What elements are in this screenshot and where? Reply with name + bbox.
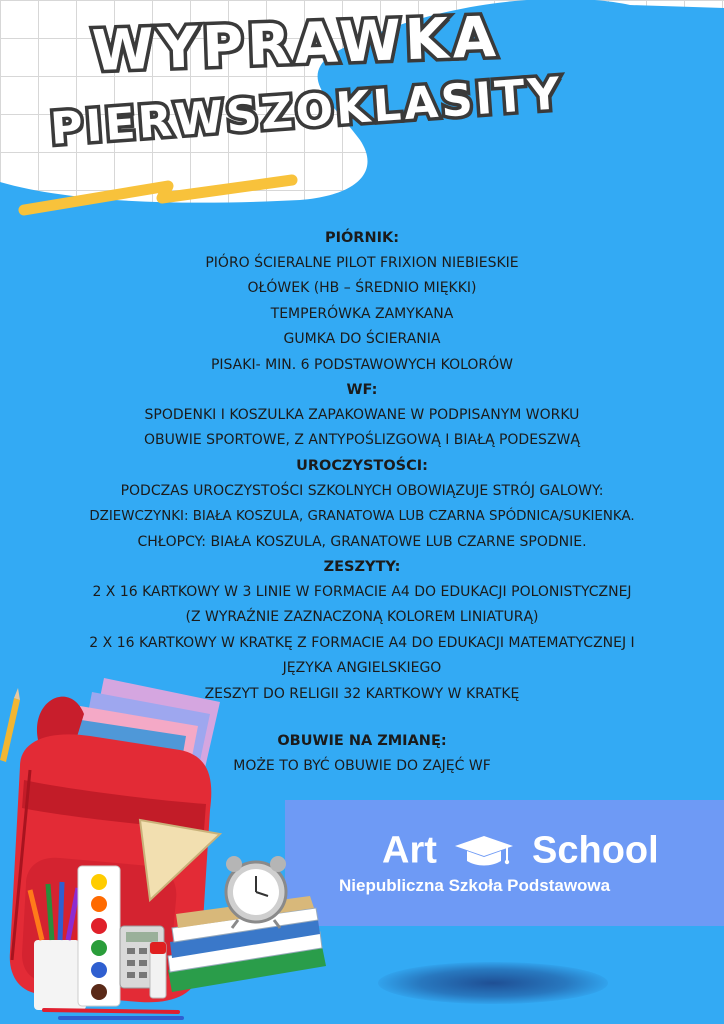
list-item: DZIEWCZYNKI: BIAŁA KOSZULA, GRANATOWA LUB CZARNA SPÓDNICA/SUKIENKA. bbox=[89, 509, 635, 525]
section-title-uroczystosci: UROCZYSTOŚCI: bbox=[296, 457, 428, 474]
list-item: GUMKA DO ŚCIERANIA bbox=[283, 331, 441, 348]
section-title-zeszyty: ZESZYTY: bbox=[323, 559, 401, 576]
logo-name-right: School bbox=[532, 829, 659, 872]
paint-palette-icon bbox=[78, 866, 120, 1006]
section-title-piornik: PIÓRNIK: bbox=[324, 230, 400, 246]
drop-shadow bbox=[378, 962, 608, 1004]
list-item: ZESZYT DO RELIGII 32 KARTKOWY W KRATKĘ bbox=[204, 685, 520, 702]
list-item: (Z WYRAŹNIE ZAZNACZONĄ KOLOREM LINIATURĄ) bbox=[185, 609, 539, 626]
list-item: CHŁOPCY: BIAŁA KOSZULA, GRANATOWE LUB CZARNE SPODNIE. bbox=[137, 533, 587, 550]
section-title-wf: WF: bbox=[346, 382, 378, 399]
list-item: JĘZYKA ANGIELSKIEGO bbox=[282, 660, 442, 677]
school-logo-name bbox=[382, 828, 659, 872]
list-item: 2 X 16 KARTKOWY W KRATKĘ Z FORMACIE A4 DO EDUKACJI MATEMATYCZNEJ I bbox=[89, 634, 635, 651]
graduation-cap-icon bbox=[453, 834, 515, 868]
list-item: SPODENKI I KOSZULKA ZAPAKOWANE W PODPISANYM WORKU bbox=[144, 407, 580, 424]
list-item: PISAKI- MIN. 6 PODSTAWOWYCH KOLORÓW bbox=[210, 356, 514, 373]
list-item: OŁÓWEK (HB – ŚREDNIO MIĘKKI) bbox=[247, 280, 477, 297]
list-item: OBUWIE SPORTOWE, Z ANTYPOŚLIZGOWĄ I BIAŁĄ PODESZWĄ bbox=[144, 432, 580, 449]
list-item: 2 X 16 KARTKOWY W 3 LINIE W FORMACIE A4 DO EDUKACJI POLONISTYCZNEJ bbox=[92, 584, 632, 601]
school-logo-box bbox=[285, 800, 724, 926]
section-title-obuwie: OBUWIE NA ZMIANĘ: bbox=[277, 733, 447, 750]
list-item: TEMPERÓWKA ZAMYKANA bbox=[270, 305, 454, 322]
list-item: MOŻE TO BYĆ OBUWIE DO ZAJĘĆ WF bbox=[233, 758, 491, 775]
pencil-icon bbox=[0, 688, 20, 762]
school-supplies-illustration bbox=[0, 670, 340, 1024]
glue-stick-icon bbox=[150, 942, 166, 998]
school-logo-subtitle: Niepubliczna Szkoła Podstawowa bbox=[339, 876, 611, 895]
list-item: PODCZAS UROCZYSTOŚCI SZKOLNYCH OBOWIĄZUJE STRÓJ GALOWY: bbox=[120, 482, 604, 499]
page-title-line-1: WYPRAWKA bbox=[90, 4, 501, 85]
pens-icon bbox=[44, 1010, 182, 1018]
list-item: PIÓRO ŚCIERALNE PILOT FRIXION NIEBIESKIE bbox=[205, 255, 519, 271]
logo-name-left: Art bbox=[382, 829, 437, 872]
page-title-line-2: PIERWSZOKLASITY bbox=[48, 68, 565, 155]
